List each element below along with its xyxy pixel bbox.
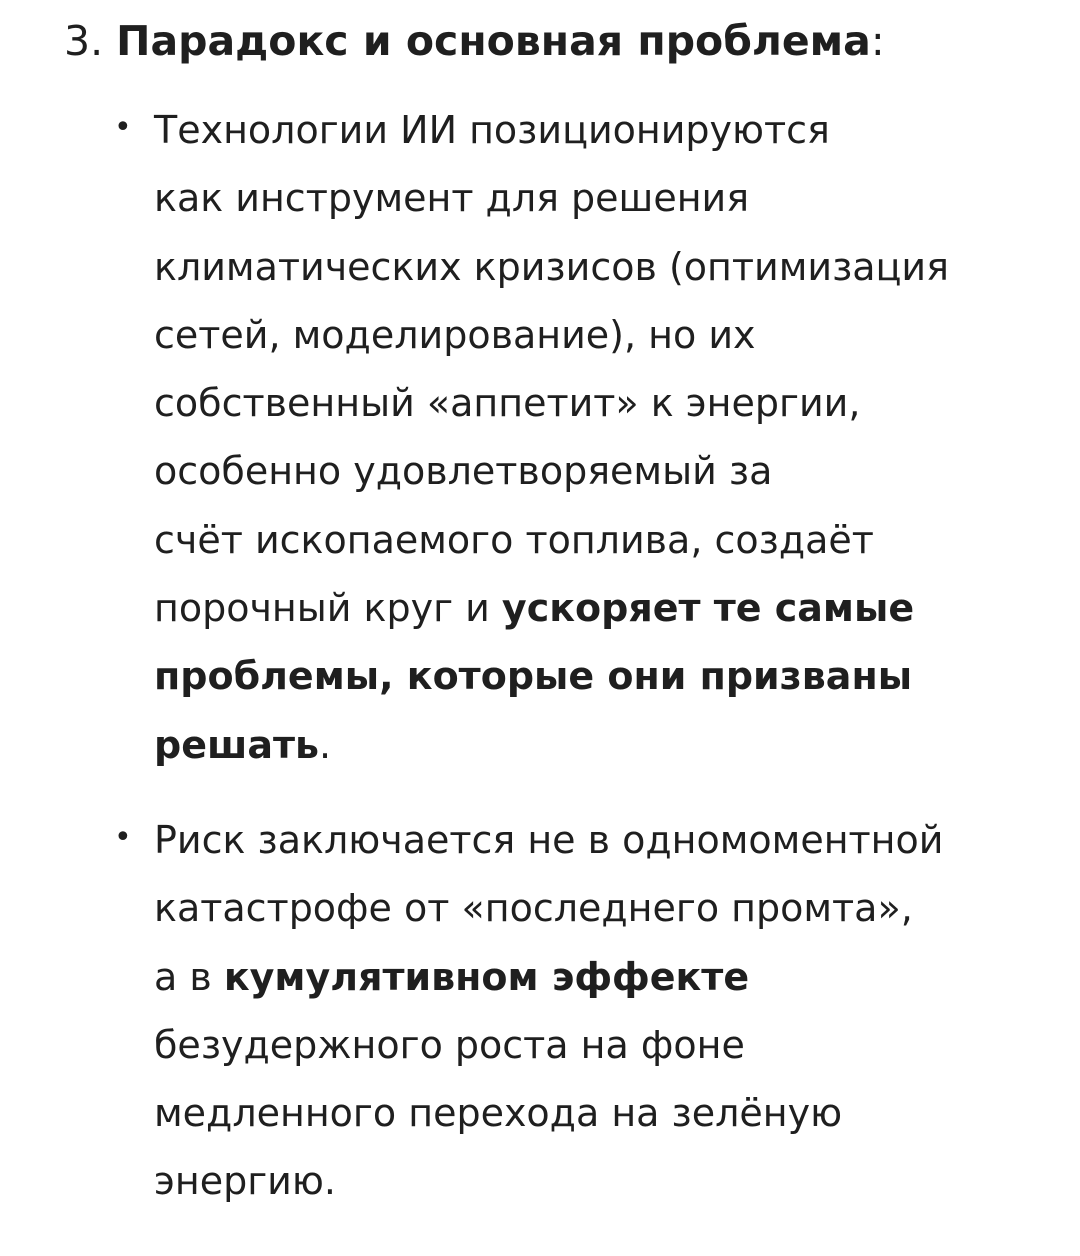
emphasis-text: решать <box>154 722 320 767</box>
bullet-marker-2: • <box>114 820 132 855</box>
text-line: Риск заключается не в одномоментной <box>154 818 944 862</box>
section-heading <box>64 12 885 70</box>
bullet-marker-1: • <box>114 110 132 145</box>
text-line <box>154 711 1054 779</box>
emphasis-text: кумулятивном эффекте <box>223 954 750 999</box>
text-line: счёт ископаемого топлива, создаёт <box>154 517 874 562</box>
section-number: 3. <box>64 17 104 65</box>
text-line: как инструмент для решения <box>154 176 750 221</box>
text-line <box>154 574 1054 642</box>
text-line: климатических кризисов (оптимизация <box>154 244 949 289</box>
text-line: безудержного роста на фоне <box>154 1022 745 1067</box>
text-line: собственный «аппетит» к энергии, <box>154 381 861 426</box>
text-line <box>154 943 1054 1011</box>
text-normal: порочный круг и <box>154 586 502 631</box>
text-line <box>154 642 1054 710</box>
text-line: катастрофе от «последнего промта», <box>154 886 913 931</box>
text-line: энергию. <box>154 1159 336 1204</box>
section-title: Парадокс и основная проблема <box>116 17 871 65</box>
text-line: Технологии ИИ позиционируются <box>154 108 830 152</box>
emphasis-text: ускоряет те самые <box>501 586 915 631</box>
section-title-suffix: : <box>870 17 885 65</box>
text-normal: а в <box>154 954 224 999</box>
bullet-paragraph-2 <box>154 806 1054 1216</box>
text-normal: . <box>319 722 332 767</box>
text-line: медленного перехода на зелёную <box>154 1091 843 1136</box>
emphasis-text: проблемы, которые они призваны <box>154 654 913 699</box>
text-line: особенно удовлетворяемый за <box>154 449 773 494</box>
text-line: сетей, моделирование), но их <box>154 312 756 357</box>
bullet-paragraph-1 <box>154 96 1054 779</box>
